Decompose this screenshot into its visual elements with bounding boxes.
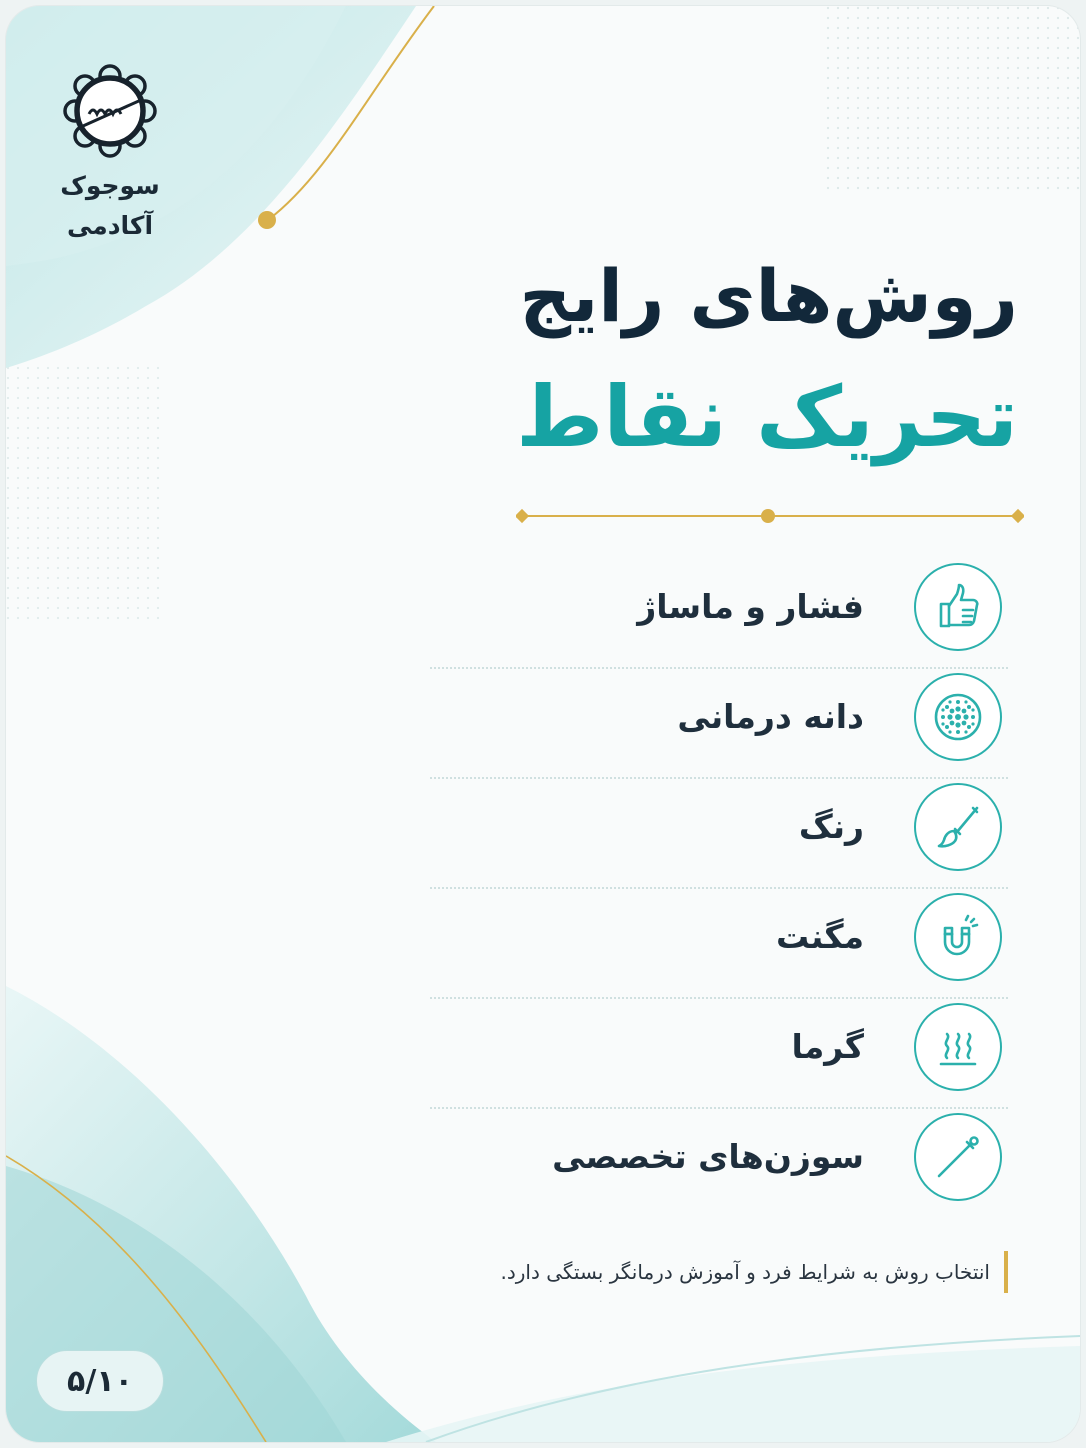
list-item [430, 559, 1008, 669]
brand-logo [50, 56, 170, 246]
slide-card [6, 6, 1080, 1442]
list-item [430, 999, 1008, 1109]
icon-badge [914, 1003, 1002, 1091]
sujok-logo-icon [55, 56, 165, 166]
paintbrush-icon [933, 802, 983, 852]
brand-name-line1: سوجوک [60, 171, 160, 200]
list-item [430, 889, 1008, 999]
icon-badge [914, 783, 1002, 871]
method-label: فشار و ماساژ [637, 587, 864, 626]
brand-name-line2: آکادمی [66, 211, 154, 240]
list-item [430, 1109, 1008, 1217]
needle-icon [933, 1132, 983, 1182]
icon-badge [914, 563, 1002, 651]
list-item [430, 669, 1008, 779]
list-item [430, 779, 1008, 889]
method-label: دانه درمانی [677, 697, 864, 736]
page-title: روش‌های رایج [519, 254, 1018, 338]
ornamental-divider [516, 506, 1024, 526]
thumbs-up-icon [933, 582, 983, 632]
icon-badge [914, 673, 1002, 761]
method-label: مگنت [775, 917, 864, 956]
methods-list [430, 559, 1008, 1217]
page-indicator: ۵/۱۰ [36, 1350, 164, 1412]
page-subtitle: تحریک نقاط [516, 368, 1018, 466]
method-label: رنگ [798, 807, 864, 846]
icon-badge [914, 893, 1002, 981]
seeds-icon [931, 690, 985, 744]
method-label: گرما [791, 1027, 864, 1066]
footer-note: انتخاب روش به شرایط فرد و آموزش درمانگر بستگی دارد. [500, 1251, 1008, 1293]
icon-badge [914, 1113, 1002, 1201]
heat-waves-icon [933, 1022, 983, 1072]
method-label: سوزن‌های تخصصی [552, 1137, 864, 1176]
magnet-icon [933, 912, 983, 962]
